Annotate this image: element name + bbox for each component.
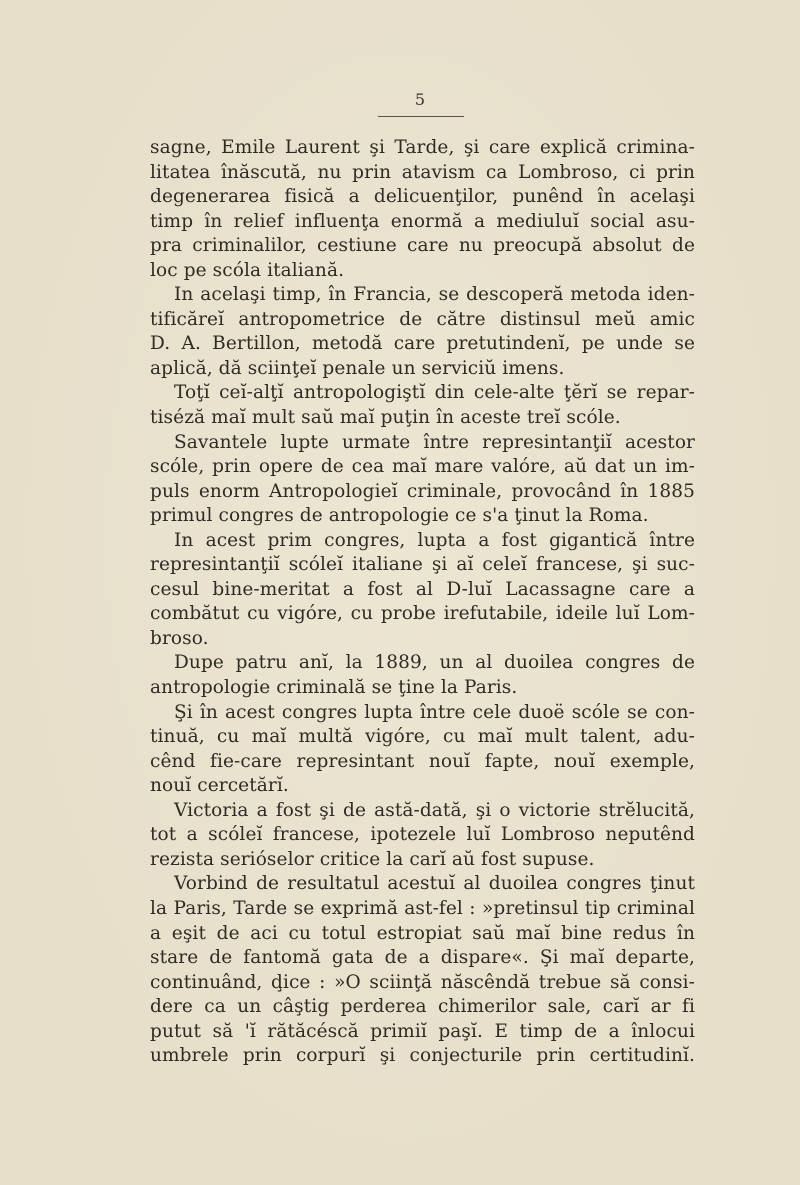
text-line: loc pe scóla italiană. [150, 259, 345, 281]
text-line: degenerarea fisică a delicuenţilor, punênd în acelaşi [150, 186, 695, 208]
text-line: represintanţiĭ scóleĭ italiane şi aĭ celeĭ francese, şi suc- [150, 554, 695, 576]
text-line: putut să 'ĭ rătăcéscă primiĭ paşĭ. E timp de a înlocui [150, 1020, 695, 1042]
text-line: Dupe patru anĭ, la 1889, un al duoilea congres de [174, 652, 695, 674]
text-line: antropologie criminală se ţine la Paris. [150, 677, 518, 699]
text-line: aplică, dă sciinţeĭ penale un serviciŭ imens. [150, 357, 565, 379]
text-line: cênd fie-care represintant nouĭ fapte, nouĭ exemple, [150, 750, 695, 772]
text-line: In acest prim congres, lupta a fost gigantică între [174, 529, 695, 551]
text-line: tinuă, cu maĭ multă vigóre, cu maĭ mult talent, adu- [150, 726, 695, 748]
text-line: Şi în acest congres lupta între cele duoë scóle se con- [174, 701, 695, 723]
text-line: D. A. Bertillon, metodă care pretutindenĭ, pe unde se [150, 333, 695, 355]
text-line: stare de fantomă gata de a dispare«. Şi maĭ departe, [150, 947, 695, 969]
text-line: continuând, ḑice : »O sciinţă născêndă trebue să consi- [150, 971, 695, 993]
text-line: a eşit de aci cu totul estropiat saŭ maĭ bine redus în [150, 922, 695, 944]
header-rule [378, 116, 464, 117]
text-line: sagne, Emile Laurent şi Tarde, şi care explică crimina- [150, 137, 695, 158]
text-line: pra criminalilor, cestiune care nu preocupă absolut de [150, 235, 695, 257]
text-line: Toţĭ ceĭ-alţĭ antropologiştĭ din cele-alte ţĕrĭ se repar- [174, 382, 695, 404]
text-line: broso. [150, 627, 209, 649]
text-line: umbrele prin corpurĭ şi conjecturile prin certitudinĭ. [150, 1045, 695, 1067]
text-line: Savantele lupte urmate între represintanţiĭ acestor [174, 431, 695, 453]
text-line: scóle, prin opere de cea maĭ mare valóre, aŭ dat un im- [150, 456, 695, 478]
text-line: tificăreĭ antropometrice de către distinsul meŭ amic [150, 308, 695, 330]
text-line: primul congres de antropologie ce s'a ţinut la Roma. [150, 505, 649, 527]
text-line: litatea înăscută, nu prin atavism ca Lombroso, ci prin [150, 161, 695, 183]
text-line: tot a scóleĭ francese, ipotezele luĭ Lombroso neputênd [150, 824, 695, 846]
text-line: dere ca un câştig perderea chimerilor sale, carĭ ar fi [150, 996, 695, 1018]
text-line: Vorbind de resultatul acestuĭ al duoilea congres ţinut [174, 873, 695, 895]
text-line: Victoria a fost şi de astă-dată, şi o victorie strĕlucită, [174, 799, 695, 821]
text-line: cesul bine-meritat a fost al D-luĭ Lacassagne care a [150, 578, 695, 600]
body-text [150, 136, 695, 1069]
page-number: 5 [414, 90, 426, 109]
text-line: rezista serióselor critice la carĭ aŭ fost supuse. [150, 848, 595, 870]
text-line: la Paris, Tarde se exprimă ast-fel : »pretinsul tip criminal [150, 897, 695, 919]
text-line: In acelaşi timp, în Francia, se descoperă metoda iden- [174, 284, 695, 306]
text-line: combătut cu vigóre, cu probe irefutabile, ideile luĭ Lom- [150, 603, 695, 625]
text-line: tiséză maĭ mult saŭ maĭ puţin în aceste treĭ scóle. [150, 407, 621, 429]
text-line: nouĭ cercetărĭ. [150, 775, 289, 797]
text-line: puls enorm Antropologieĭ criminale, provocând în 1885 [150, 480, 695, 502]
text-line: timp în relief influenţa enormă a mediuluĭ social asu- [150, 210, 695, 232]
